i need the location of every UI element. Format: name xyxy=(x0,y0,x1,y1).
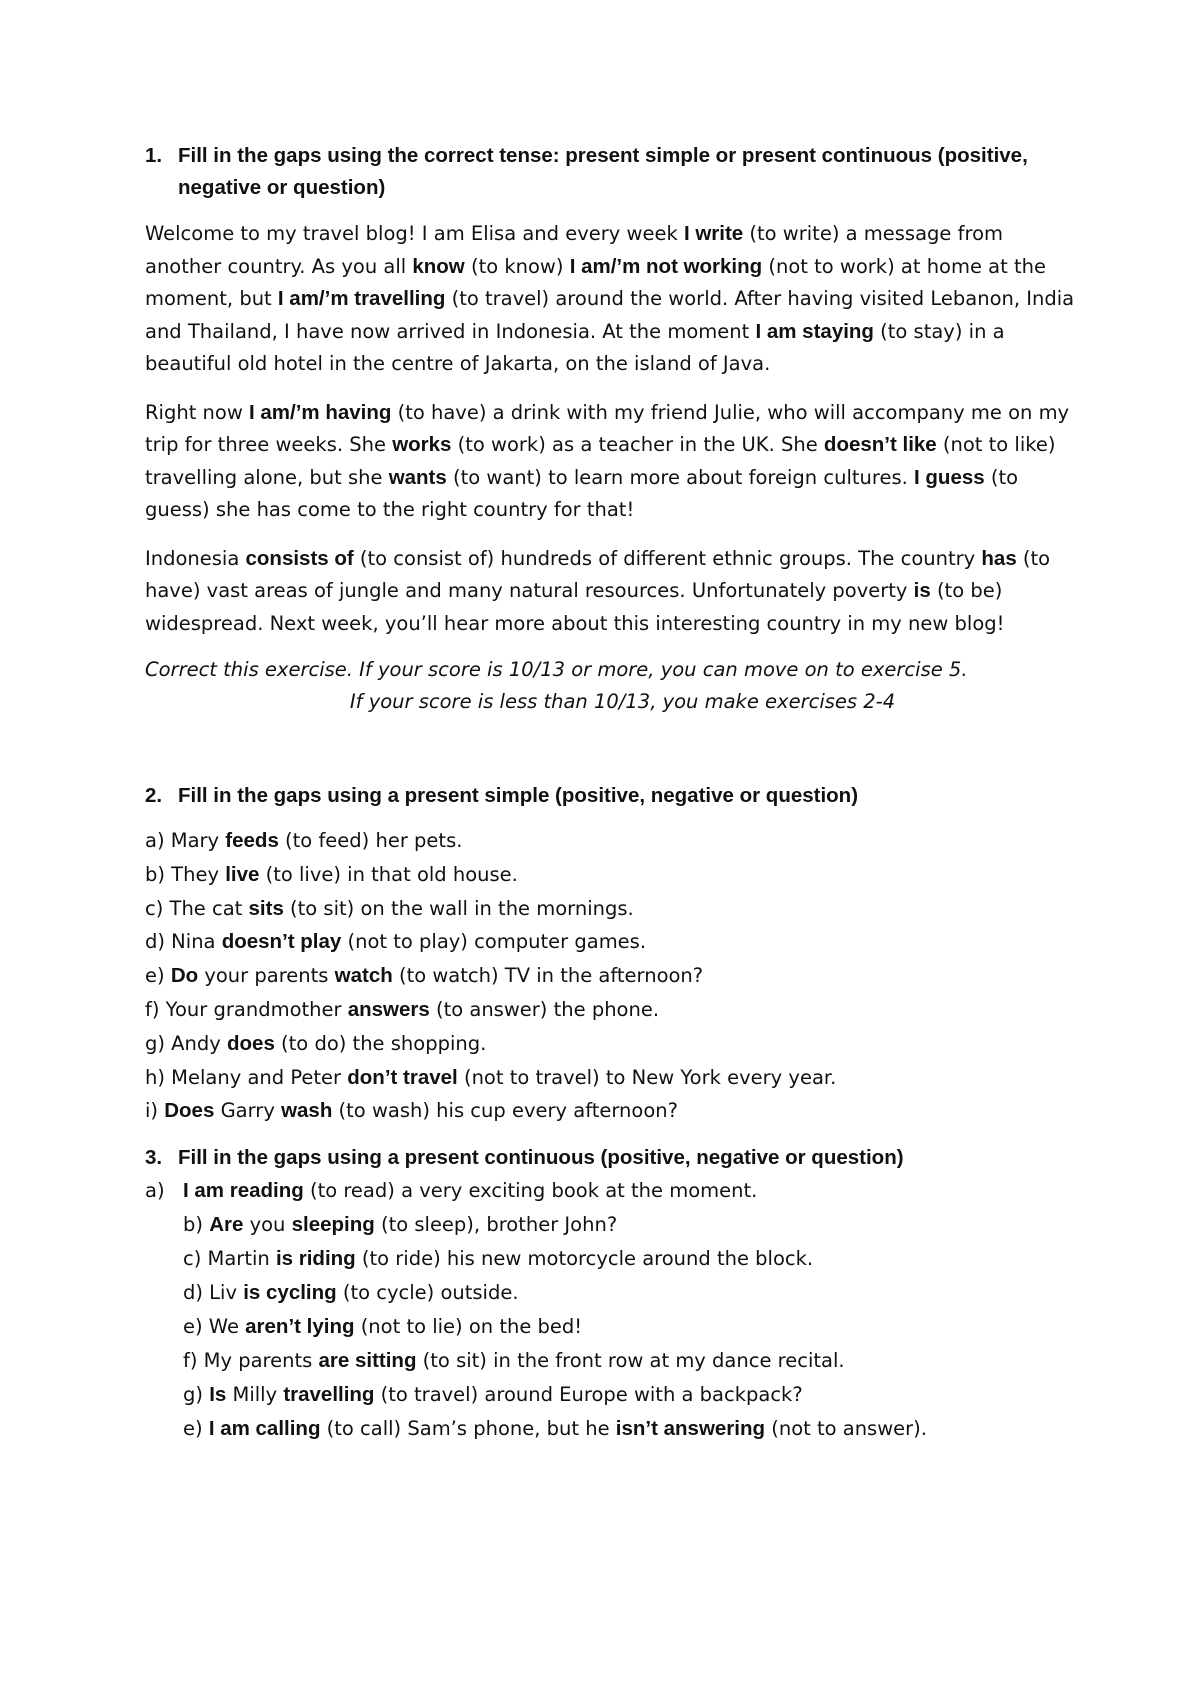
text-run: (to have) a drink with my friend Julie, who will accompany me on my trip for three weeks. She xyxy=(145,400,1070,456)
blog-paragraph-2 xyxy=(145,397,1080,527)
blog-paragraph-1 xyxy=(145,218,1080,381)
answer: works xyxy=(392,433,452,456)
list-item: b) They live (to live) in that old house. xyxy=(145,862,518,886)
exercise-1-heading-text: Fill in the gaps using the correct tense: present simple or present continuous (positive, negative or question) xyxy=(178,144,1028,199)
answer: I am/’m travelling xyxy=(277,287,446,310)
text-run: Indonesia xyxy=(145,546,246,570)
answer: I write xyxy=(683,222,744,245)
answer: wants xyxy=(388,465,447,489)
exercise-1-heading xyxy=(145,140,1080,204)
answer: has xyxy=(981,546,1017,570)
exercise-1-number: 1. xyxy=(145,144,163,167)
exercise-2-list xyxy=(145,824,1080,1128)
text-run: Right now xyxy=(145,400,249,424)
text-run: (to consist of) hundreds of different ethnic groups. The country xyxy=(353,546,982,570)
exercise-3-heading-text: Fill in the gaps using a present continuous (positive, negative or question) xyxy=(178,1146,904,1170)
text-run: (not to like) travelling alone, but she xyxy=(145,433,1056,489)
answer: consists of xyxy=(245,546,354,570)
list-item: b) Are you sleeping (to sleep), brother John? xyxy=(183,1212,618,1236)
blog-paragraph-3 xyxy=(145,543,1080,641)
text-run: (to be) widespread. Next week, you’ll hear more about this interesting country in my new blog! xyxy=(145,579,1005,635)
answer: know xyxy=(412,254,465,278)
list-item: d) Liv is cycling (to cycle) outside. xyxy=(183,1280,519,1304)
list-item: d) Nina doesn’t play (not to play) computer games. xyxy=(145,930,647,954)
list-item: e) I am calling (to call) Sam’s phone, but he isn’t answering (not to answer). xyxy=(183,1416,927,1440)
list-item: e) Do your parents watch (to watch) TV in the afternoon? xyxy=(145,964,704,988)
exercise-3-list xyxy=(145,1174,1080,1446)
list-item: f) My parents are sitting (to sit) in the front row at my dance recital. xyxy=(183,1348,845,1372)
text-run: (to want) to learn more about foreign cultures. xyxy=(446,465,915,489)
exercise-3-number: 3. xyxy=(145,1146,163,1170)
list-item: c) Martin is riding (to ride) his new motorcycle around the block. xyxy=(183,1246,814,1270)
text-run: (to work) as a teacher in the UK. She xyxy=(451,433,824,456)
text-run: (to know) xyxy=(464,254,570,278)
list-item: g) Is Milly travelling (to travel) around Europe with a backpack? xyxy=(183,1382,803,1406)
exercise-3-heading xyxy=(145,1142,1080,1174)
answer: I guess xyxy=(914,465,985,489)
text-run: (to guess) she has come to the right country for that! xyxy=(145,465,1019,521)
list-item: a) Mary feeds (to feed) her pets. xyxy=(145,829,463,852)
answer: is xyxy=(913,579,931,602)
list-item: i) Does Garry wash (to wash) his cup every afternoon? xyxy=(145,1099,678,1123)
text-run: (to travel) around the world. After having visited Lebanon, India and Thailand, I have now arrived in Indonesia. At the moment xyxy=(145,287,1075,343)
text-run: (not to work) at home at the moment, but xyxy=(145,254,1046,310)
exercise-2-number: 2. xyxy=(145,784,163,807)
exercise-2-heading-text: Fill in the gaps using a present simple (positive, negative or question) xyxy=(178,784,859,807)
text-run: (to have) vast areas of jungle and many natural resources. Unfortunately poverty xyxy=(145,546,1051,602)
list-item: f) Your grandmother answers (to answer) the phone. xyxy=(145,997,660,1021)
score-note-2: If your score is less than 10/13, you make exercises 2-4 xyxy=(349,690,896,713)
answer: doesn’t like xyxy=(823,433,937,456)
answer: I am/’m not working xyxy=(569,254,763,278)
answer: I am/’m having xyxy=(248,400,392,424)
exercise-2-heading xyxy=(145,780,1080,812)
list-item: h) Melany and Peter don’t travel (not to travel) to New York every year. xyxy=(145,1065,837,1089)
list-item: g) Andy does (to do) the shopping. xyxy=(145,1031,487,1055)
score-note-1: Correct this exercise. If your score is 10/13 or more, you can move on to exercise 5. xyxy=(145,658,968,681)
answer: I am staying xyxy=(755,319,874,343)
list-item: e) We aren’t lying (not to lie) on the bed! xyxy=(183,1314,583,1338)
text-run: Welcome to my travel blog! I am Elisa and every week xyxy=(145,222,684,245)
list-item: a) I am reading (to read) a very exciting book at the moment. xyxy=(145,1179,758,1203)
list-item: c) The cat sits (to sit) on the wall in the mornings. xyxy=(145,896,634,920)
text-run: (to stay) in a beautiful old hotel in the centre of Jakarta, on the island of Java. xyxy=(145,319,1005,375)
text-run: (to write) a message from another country. As you all xyxy=(145,222,1003,278)
